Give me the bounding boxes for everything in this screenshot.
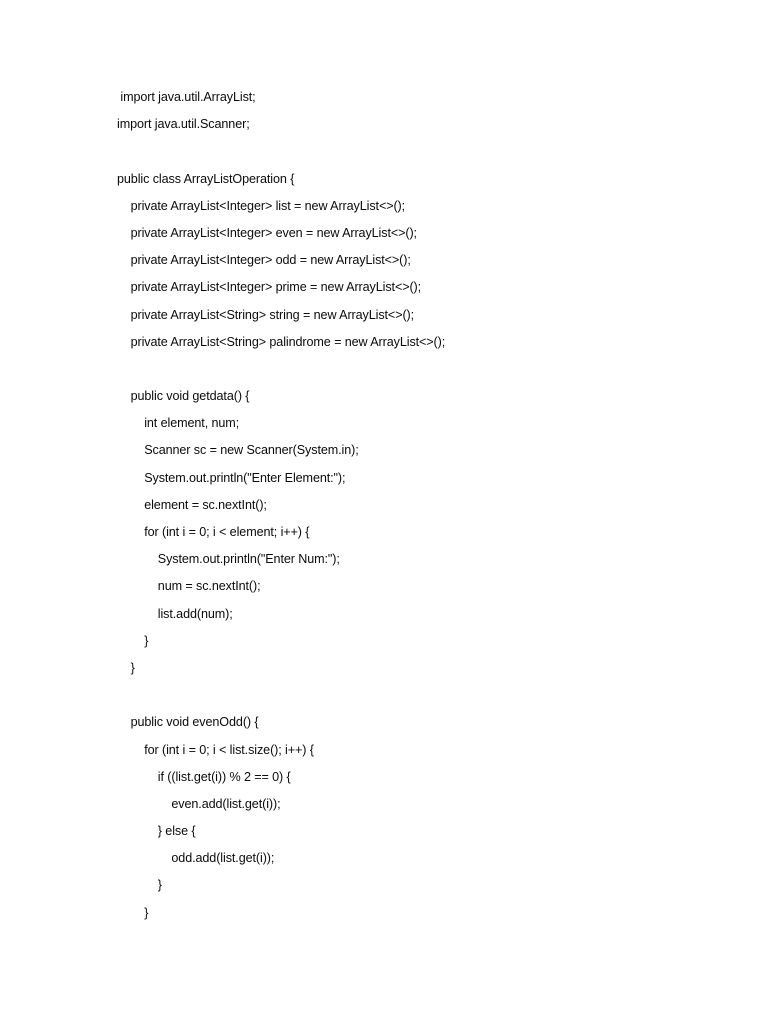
code-line: private ArrayList<Integer> prime = new ArrayList<>();	[117, 280, 422, 295]
code-line: System.out.println("Enter Num:");	[117, 552, 340, 567]
code-line: }	[117, 660, 135, 675]
blank-line	[117, 138, 737, 165]
code-line: public class ArrayListOperation {	[117, 171, 295, 186]
code-line: private ArrayList<String> palindrome = new ArrayList<>();	[117, 334, 446, 349]
code-line: private ArrayList<String> string = new ArrayList<>();	[117, 307, 415, 322]
code-line: import java.util.ArrayList;	[117, 90, 256, 104]
blank-line	[117, 356, 737, 383]
code-line: element = sc.nextInt();	[117, 497, 267, 512]
code-line: for (int i = 0; i < list.size(); i++) {	[117, 742, 314, 757]
code-line: import java.util.Scanner;	[117, 117, 250, 132]
code-line: }	[117, 905, 149, 920]
code-line: private ArrayList<Integer> even = new ArrayList<>();	[117, 225, 417, 240]
code-listing	[117, 84, 737, 927]
code-line: System.out.println("Enter Element:");	[117, 470, 346, 485]
code-line: public void evenOdd() {	[117, 715, 259, 730]
code-line: int element, num;	[117, 416, 240, 431]
code-line: private ArrayList<Integer> odd = new ArrayList<>();	[117, 253, 411, 268]
code-line: if ((list.get(i)) % 2 == 0) {	[117, 769, 291, 784]
code-line: }	[117, 633, 149, 648]
code-line: list.add(num);	[117, 606, 233, 621]
code-line: Scanner sc = new Scanner(System.in);	[117, 443, 359, 458]
code-line: } else {	[117, 824, 196, 839]
code-line: private ArrayList<Integer> list = new ArrayList<>();	[117, 198, 406, 213]
code-line: even.add(list.get(i));	[117, 796, 281, 811]
code-line: for (int i = 0; i < element; i++) {	[117, 525, 310, 539]
code-line: public void getdata() {	[117, 389, 250, 404]
code-line: odd.add(list.get(i));	[117, 851, 275, 866]
code-line: }	[117, 878, 162, 893]
blank-line	[117, 682, 737, 709]
code-line: num = sc.nextInt();	[117, 579, 261, 594]
